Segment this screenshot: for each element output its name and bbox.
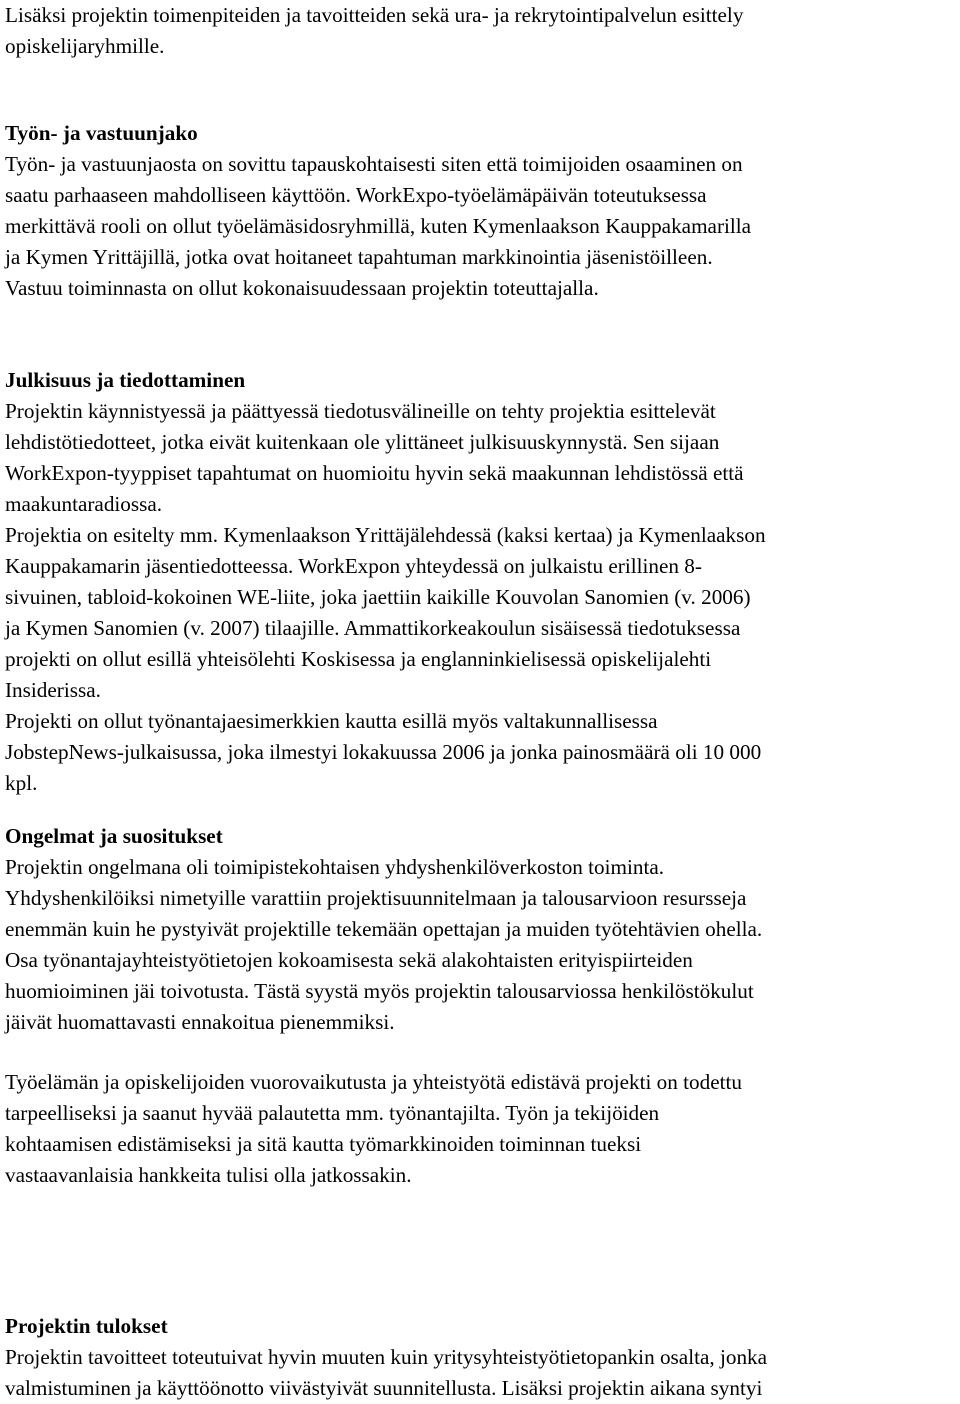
section-heading: Työn- ja vastuunjako [5,121,198,145]
text-line: Projektin tavoitteet toteutuivat hyvin muuten kuin yritysyhteistyötietopankin osalta, jonka [5,1345,768,1369]
text-line: Työn- ja vastuunjaosta on sovittu tapauskohtaisesti siten että toimijoiden osaaminen on [5,152,743,176]
text-line: Työelämän ja opiskelijoiden vuorovaikutusta ja yhteistyötä edistävä projekti on todettu [5,1070,742,1094]
text-line: merkittävä rooli on ollut työelämäsidosryhmillä, kuten Kymenlaakson Kauppakamarilla [5,214,752,238]
text-line: JobstepNews-julkaisussa, joka ilmestyi lokakuussa 2006 ja jonka painosmäärä oli 10 000 [5,740,762,764]
section-heading: Projektin tulokset [5,1314,168,1338]
text-line: jäivät huomattavasti ennakoitua pienemmiksi. [5,1010,395,1034]
text-line: ja Kymen Yrittäjillä, jotka ovat hoitaneet tapahtuman markkinointia jäsenistöilleen. [5,245,713,269]
text-line: kohtaamisen edistämiseksi ja sitä kautta työmarkkinoiden toiminnan tueksi [5,1132,642,1156]
text-line: Projektin käynnistyessä ja päättyessä tiedotusvälineille on tehty projektia esittelevät [5,399,716,423]
text-line: opiskelijaryhmille. [5,34,165,58]
text-line: sivuinen, tabloid-kokoinen WE-liite, joka jaettiin kaikille Kouvolan Sanomien (v. 2006) [5,585,751,609]
text-line: projekti on ollut esillä yhteisölehti Koskisessa ja englanninkielisessä opiskelijalehti [5,647,712,671]
intro-paragraph [5,0,957,62]
text-line: Lisäksi projektin toimenpiteiden ja tavoitteiden sekä ura- ja rekrytointipalvelun esittely [5,3,744,27]
text-line: tarpeelliseksi ja saanut hyvää palautetta mm. työnantajilta. Työn ja tekijöiden [5,1101,660,1125]
section-work-division [5,118,957,304]
text-line: Yhdyshenkilöiksi nimetyille varattiin projektisuunnitelmaan ja talousarvioon resursseja [5,886,747,910]
text-line: kpl. [5,771,38,795]
section-heading: Julkisuus ja tiedottaminen [5,368,246,392]
text-line: valmistuminen ja käyttöönotto viivästyivät suunnitellusta. Lisäksi projektin aikana syntyi [5,1376,763,1400]
section-publicity [5,365,957,799]
text-line: huomioiminen jäi toivotusta. Tästä syystä myös projektin talousarviossa henkilöstökulut [5,979,754,1003]
text-line: Projekti on ollut työnantajaesimerkkien kautta esillä myös valtakunnallisessa [5,709,658,733]
section-problems [5,821,957,1038]
text-line: lehdistötiedotteet, jotka eivät kuitenkaan ole ylittäneet julkisuuskynnystä. Sen sijaan [5,430,720,454]
section-results [5,1311,957,1404]
text-line: Projektia on esitelty mm. Kymenlaakson Yrittäjälehdessä (kaksi kertaa) ja Kymenlaakson [5,523,766,547]
recommendation-paragraph [5,1067,957,1191]
text-line: vastaavanlaisia hankkeita tulisi olla jatkossakin. [5,1163,412,1187]
text-line: Vastuu toiminnasta on ollut kokonaisuudessaan projektin toteuttajalla. [5,276,599,300]
text-line: saatu parhaaseen mahdolliseen käyttöön. WorkExpo-työelämäpäivän toteutuksessa [5,183,707,207]
text-line: Osa työnantajayhteistyötietojen kokoamisesta sekä alakohtaisten erityispiirteiden [5,948,693,972]
text-line: Kauppakamarin jäsentiedotteessa. WorkExpon yhteydessä on julkaistu erillinen 8- [5,554,702,578]
text-line: WorkExpon-tyyppiset tapahtumat on huomioitu hyvin sekä maakunnan lehdistössä että [5,461,744,485]
text-line: ja Kymen Sanomien (v. 2007) tilaajille. Ammattikorkeakoulun sisäisessä tiedotuksessa [5,616,741,640]
text-line: maakuntaradiossa. [5,492,163,516]
text-line: Insiderissa. [5,678,101,702]
text-line: enemmän kuin he pystyivät projektille tekemään opettajan ja muiden työtehtävien ohella. [5,917,763,941]
text-line: Projektin ongelmana oli toimipistekohtaisen yhdyshenkilöverkoston toiminta. [5,855,665,879]
section-heading: Ongelmat ja suositukset [5,824,223,848]
